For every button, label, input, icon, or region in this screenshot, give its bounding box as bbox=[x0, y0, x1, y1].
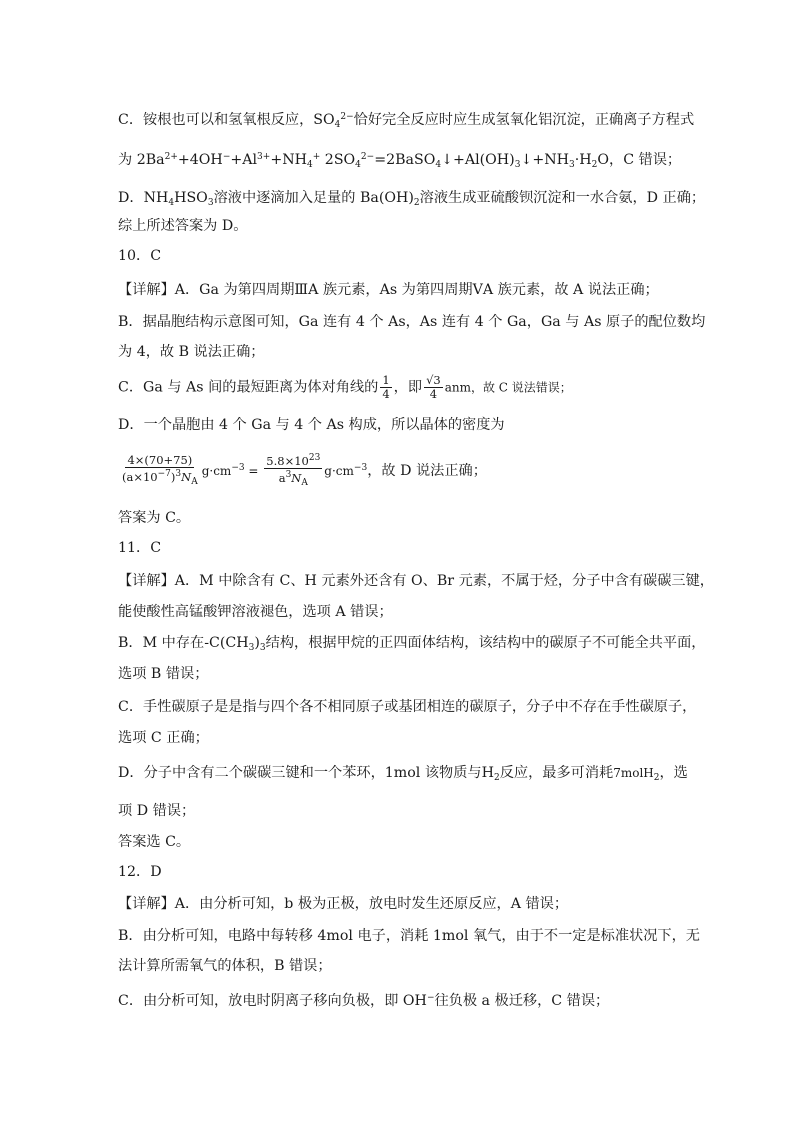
line-12-b: B．由分析可知，电路中每转移 4mol 电子，消耗 1mol 氧气，由于不一定是标准状况下，无 bbox=[118, 928, 700, 944]
line-c-option: C．铵根也可以和氢氧根反应，$SO_4^{2-}$恰好完全反应时应生成氢氧化铝沉淀，正确离子方程式 bbox=[118, 112, 695, 130]
line-answer-10: 答案为 C。 bbox=[118, 510, 191, 526]
line-d-option: D．$NH_4HSO_3$溶液中逐滴加入足量的 $Ba(OH)_2$溶液生成亚硫酸钡沉淀和一水合氨，D 正确； bbox=[118, 190, 706, 208]
question-11-answer: 11．C bbox=[118, 540, 162, 556]
question-10-answer: 10．C bbox=[118, 248, 162, 264]
line-11-d: D．分子中含有二个碳碳三键和一个苯环，1mol 该物质与$H_2$反应，最多可消耗7molH$_2$，选 bbox=[118, 765, 688, 783]
line-density-formula: $\frac{4\times(70+75)}{(a\times 10^{-7})^3N_A}$ $g\cdot cm^{-3}$ = $\frac{5.8\times 10^{23}}{a^3N_A}$ $g\cdot cm^{-3}$，故 D 说法正确； bbox=[122, 452, 487, 488]
line-11-b-cont: 选项 B 错误； bbox=[118, 666, 209, 682]
line-12-a: 【详解】A．由分析可知，b 极为正极，放电时发生还原反应，A 错误； bbox=[118, 896, 569, 912]
line-11-a: 【详解】A．M 中除含有 C、H 元素外还含有 O、Br 元素，不属于烃，分子中含有碳碳三键， bbox=[118, 573, 714, 589]
line-ionic-equation: 为 $2Ba^{2+}+4OH^-+Al^{3+}+NH_4^+$ $2SO_4^{2-}=2BaSO_4↓+Al(OH)_3↓+NH_3\cdot H_2O$，C 错误； bbox=[118, 152, 682, 170]
line-11-c: C．手性碳原子是是指与四个各不相同原子或基团相连的碳原子，分子中不存在手性碳原子， bbox=[118, 699, 697, 715]
fraction-density-right: $\frac{5.8\times 10^{23}}{a^3N_A}$ bbox=[266, 453, 321, 488]
line-12-b-cont: 法计算所需氧气的体积，B 错误； bbox=[118, 958, 332, 974]
line-summary-9: 综上所述答案为 D。 bbox=[118, 218, 248, 234]
fraction-one-quarter: $\frac{1}{4}$ bbox=[382, 373, 390, 401]
line-11-d-cont: 项 D 错误； bbox=[118, 803, 196, 819]
fraction-root3-over-4: $\frac{√3}{4}$ bbox=[426, 373, 441, 401]
line-12-c: C．由分析可知，放电时阴离子移向负极，即 OH−往负极 a 极迁移，C 错误； bbox=[118, 993, 610, 1009]
fraction-density-left: $\frac{4\times(70+75)}{(a\times 10^{-7})^3N_A}$ bbox=[122, 452, 198, 487]
line-10-a: 【详解】A．Ga 为第四周期ⅢA 族元素，As 为第四周期ⅤA 族元素，故 A 说法正确； bbox=[118, 282, 659, 298]
line-11-a-cont: 能使酸性高锰酸钾溶液褪色，选项 A 错误； bbox=[118, 604, 393, 620]
line-10-b: B．据晶胞结构示意图可知，Ga 连有 4 个 As，As 连有 4 个 Ga，Ga 与 As 原子的配位数均 bbox=[118, 314, 706, 330]
line-10-b-cont: 为 4，故 B 说法正确； bbox=[118, 344, 265, 360]
line-10-d: D．一个晶胞由 4 个 Ga 与 4 个 As 构成，所以晶体的密度为 bbox=[118, 417, 505, 433]
line-answer-11: 答案选 C。 bbox=[118, 834, 191, 850]
line-11-b: B．M 中存在$-C(CH_3)_3$结构，根据甲烷的正四面体结构，该结构中的碳原子不可能全共平面， bbox=[118, 635, 706, 653]
line-10-c: C．Ga 与 As 间的最短距离为体对角线的 $\frac{1}{4}$ ，即 $\frac{√3}{4}$ anm，故 C 说法错误； bbox=[118, 373, 572, 401]
line-11-c-cont: 选项 C 正确； bbox=[118, 730, 209, 746]
question-12-answer: 12．D bbox=[118, 864, 162, 880]
